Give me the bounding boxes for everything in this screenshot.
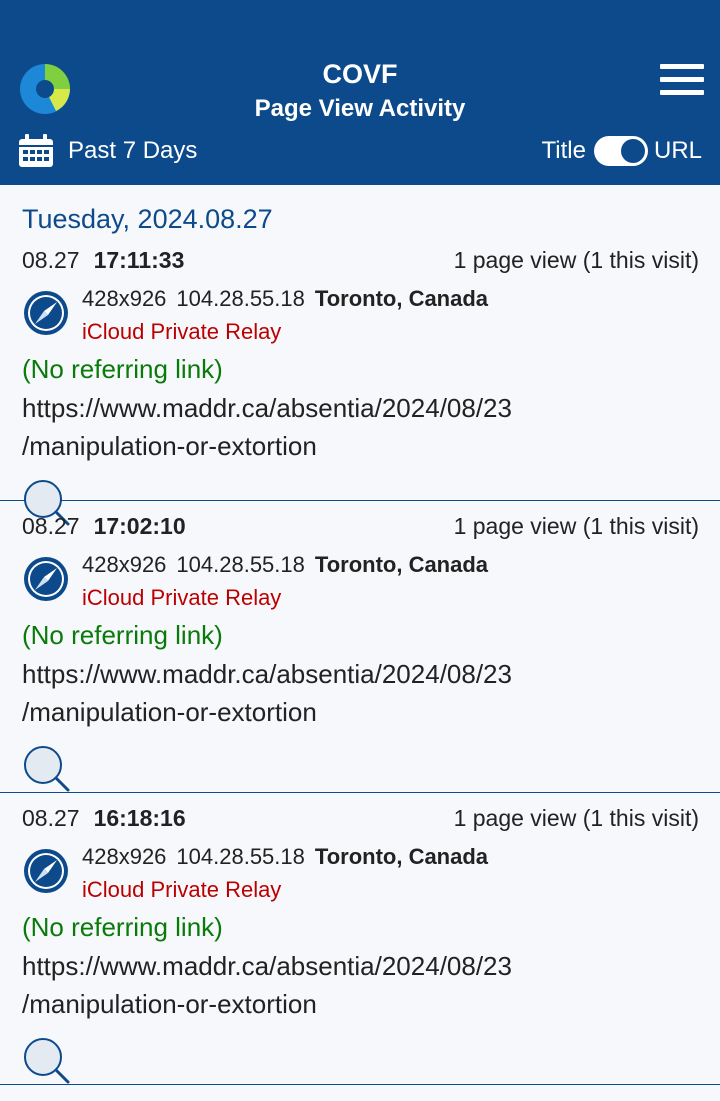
page-url-line2: /manipulation-or-extortion bbox=[22, 697, 317, 727]
safari-compass-icon bbox=[22, 289, 70, 337]
network-provider: iCloud Private Relay bbox=[82, 877, 282, 902]
location: Toronto, Canada bbox=[314, 844, 489, 869]
visitor-meta bbox=[82, 842, 488, 872]
referrer: (No referring link) bbox=[22, 912, 223, 942]
date-range-label: Past 7 Days bbox=[68, 137, 198, 164]
page-url-line1: https://www.maddr.ca/absentia/2024/08/23 bbox=[22, 393, 512, 423]
page-url-link[interactable] bbox=[22, 655, 512, 731]
page-url-link[interactable] bbox=[22, 389, 512, 465]
title-url-toggle-group bbox=[542, 133, 702, 169]
day-heading: Tuesday, 2024.08.27 bbox=[22, 204, 273, 234]
network-provider: iCloud Private Relay bbox=[82, 319, 282, 344]
visit-time: 17:11:33 bbox=[93, 247, 185, 273]
visit-datetime bbox=[22, 511, 186, 541]
visit-date: 08.27 bbox=[22, 247, 80, 273]
toggle-label-url: URL bbox=[653, 137, 702, 164]
activity-list bbox=[0, 185, 720, 1085]
visit-time: 17:02:10 bbox=[93, 513, 186, 539]
safari-compass-icon bbox=[22, 555, 70, 603]
calendar-icon bbox=[18, 134, 54, 168]
ip-address: 104.28.55.18 bbox=[176, 552, 305, 577]
location: Toronto, Canada bbox=[314, 286, 489, 311]
page-url-link[interactable] bbox=[22, 947, 512, 1023]
title-url-toggle[interactable] bbox=[594, 136, 648, 166]
list-item bbox=[0, 793, 720, 1085]
ip-address: 104.28.55.18 bbox=[176, 286, 305, 311]
visitor-meta bbox=[82, 284, 488, 314]
visitor-meta bbox=[82, 550, 488, 580]
page-url-line2: /manipulation-or-extortion bbox=[22, 989, 317, 1019]
referrer: (No referring link) bbox=[22, 354, 223, 384]
app-header bbox=[0, 0, 720, 185]
page-view-count: 1 page view (1 this visit) bbox=[453, 513, 699, 539]
screen-resolution: 428x926 bbox=[82, 844, 167, 869]
list-item bbox=[0, 501, 720, 793]
visit-date: 08.27 bbox=[22, 805, 80, 831]
screen-resolution: 428x926 bbox=[82, 552, 167, 577]
page-view-count: 1 page view (1 this visit) bbox=[453, 805, 699, 831]
page-title: Page View Activity bbox=[254, 95, 466, 122]
visit-time: 16:18:16 bbox=[93, 805, 186, 831]
location: Toronto, Canada bbox=[314, 552, 489, 577]
app-name: COVF bbox=[322, 59, 398, 89]
page-url-line1: https://www.maddr.ca/absentia/2024/08/23 bbox=[22, 951, 512, 981]
hamburger-menu-icon[interactable] bbox=[660, 64, 704, 100]
visit-datetime bbox=[22, 245, 184, 275]
toggle-knob bbox=[621, 139, 645, 163]
date-range-selector[interactable] bbox=[18, 133, 197, 169]
magnifier-icon[interactable] bbox=[22, 745, 70, 793]
magnifier-icon[interactable] bbox=[22, 1037, 70, 1085]
referrer: (No referring link) bbox=[22, 620, 223, 650]
ip-address: 104.28.55.18 bbox=[176, 844, 305, 869]
network-provider: iCloud Private Relay bbox=[82, 585, 282, 610]
list-item bbox=[0, 185, 720, 501]
page-url-line1: https://www.maddr.ca/absentia/2024/08/23 bbox=[22, 659, 512, 689]
safari-compass-icon bbox=[22, 847, 70, 895]
visit-datetime bbox=[22, 803, 186, 833]
page-url-line2: /manipulation-or-extortion bbox=[22, 431, 317, 461]
visit-date: 08.27 bbox=[22, 513, 80, 539]
screen-resolution: 428x926 bbox=[82, 286, 167, 311]
page-view-count: 1 page view (1 this visit) bbox=[453, 247, 699, 273]
toggle-label-title: Title bbox=[541, 137, 586, 164]
